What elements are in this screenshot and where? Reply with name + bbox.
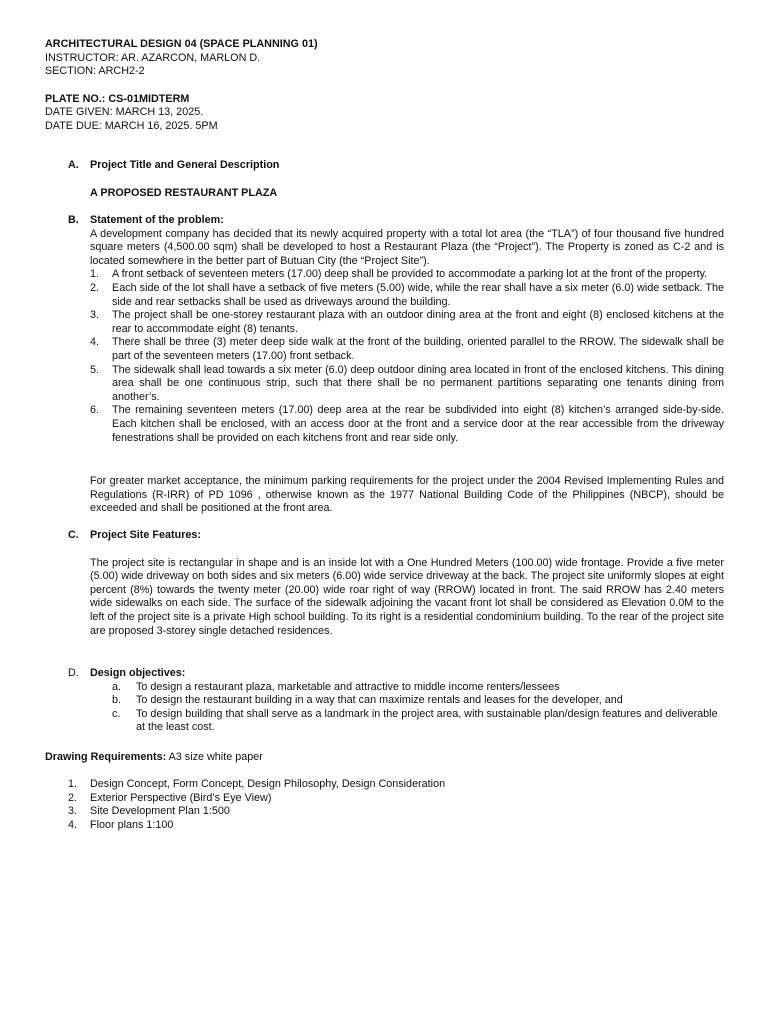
section-a-letter: A. bbox=[68, 159, 79, 171]
list-item: 2. Each side of the lot shall have a setback of five meters (5.00) wide, while the rear shall have a six meter (6.0) wide setback. The side and rear setbacks shall be used as driveways around the building. bbox=[90, 281, 724, 308]
list-item: 5. The sidewalk shall lead towards a six meter (6.0) deep outdoor dining area located in front of the enclosed kitchens. This dining area shall be one continuous strip, such that there shall be no permanent partitions separating one tenants dining from another’s. bbox=[90, 363, 724, 403]
section-b-heading bbox=[68, 214, 724, 228]
list-item: a. To design a restaurant plaza, marketable and attractive to middle income renters/lessees bbox=[112, 680, 560, 693]
list-item: 3. Site Development Plan 1:500 bbox=[68, 805, 230, 818]
list-item: 4. Floor plans 1:100 bbox=[68, 818, 174, 831]
section-d-letter: D. bbox=[68, 667, 79, 679]
section-a-title: Project Title and General Description bbox=[90, 159, 280, 171]
section-d-heading bbox=[68, 667, 724, 681]
section-d bbox=[68, 667, 724, 735]
list-item: b. To design the restaurant building in a way that can maximize rentals and leases for the developer, and bbox=[112, 694, 623, 707]
drawing-requirements-value: A3 size white paper bbox=[166, 751, 263, 763]
section-c-title: Project Site Features: bbox=[90, 529, 202, 541]
section-d-title: Design objectives: bbox=[90, 667, 186, 679]
document-header bbox=[45, 38, 725, 134]
list-item: 1. Design Concept, Form Concept, Design Philosophy, Design Consideration bbox=[68, 778, 446, 790]
site-features-text: The project site is rectangular in shape and is an inside lot with a One Hundred Meters (100.00) wide frontage. Provide a five meter (5.00) wide driveway on both sides and six meters (6.00) wide service driveway at the back. The project site uniformly slopes at eight percent (8%) towards the twenty meter (20.00) wide roar right of way (RROW) located in front. The said RROW has 2.40 meters wide sidewalks on each side. The surface of the sidewalk adjoining the vacant front lot shall be considered as Elevation 0.0M to the left of the project site is a private High school building. To its right is a residential condominium building. To the rear of the project site are proposed 3-storey single detached residences. bbox=[90, 556, 724, 637]
drawing-requirements-label: Drawing Requirements: bbox=[45, 751, 167, 763]
list-item: 3. The project shall be one-storey restaurant plaza with an outdoor dining area at the front and eight (8) enclosed kitchens at the rear to accommodate eight (8) tenants. bbox=[90, 309, 724, 335]
section-a bbox=[68, 159, 724, 200]
course-title: ARCHITECTURAL DESIGN 04 (SPACE PLANNING 01) bbox=[45, 38, 318, 50]
section-a-heading bbox=[68, 159, 724, 173]
closing-paragraph: For greater market acceptance, the minimum parking requirements for the project under the 2004 Revised Implementing Rules and Regulations (R-IRR) of PD 1096 , otherwise known as the 1977 National Building Code of the Philippines (NBCP), should be exceeded and shall be positioned at the front area. bbox=[90, 475, 724, 515]
date-given: DATE GIVEN: MARCH 13, 2025. bbox=[45, 106, 204, 119]
section-b-title: Statement of the problem: bbox=[90, 214, 224, 226]
list-item: 2. Exterior Perspective (Bird’s Eye View) bbox=[68, 791, 272, 804]
list-item: 4. There shall be three (3) meter deep side walk at the front of the building, oriented parallel to the RROW. The sidewalk shall be part of the seventeen meters (17.00) front setback. bbox=[90, 336, 724, 362]
plate-number: PLATE NO.: CS-01MIDTERM bbox=[45, 92, 190, 105]
list-item: c. To design building that shall serve as a landmark in the project area, with sustainable plan/design features and deliverable at the least cost. bbox=[112, 707, 718, 734]
section-b bbox=[68, 214, 724, 445]
list-item: 6. The remaining seventeen meters (17.00) deep area at the rear be subdivided into eight (8) kitchen’s arranged side-by-side. Each kitchen shall be enclosed, with an access door at the front and a service door at the rear accessible from the driveway fenestrations shall be provided on each kitchens front and rear side only. bbox=[90, 404, 724, 444]
instructor-line: INSTRUCTOR: AR. AZARCON, MARLON D. bbox=[45, 51, 261, 64]
drawing-requirements bbox=[45, 751, 725, 765]
section-c-letter: C. bbox=[68, 529, 79, 541]
closing-paragraph-wrap bbox=[68, 475, 724, 516]
list-item: 1. A front setback of seventeen meters (17.00) deep shall be provided to accommodate a parking lot at the front of the property. bbox=[90, 268, 708, 281]
section-line: SECTION: ARCH2-2 bbox=[45, 65, 145, 78]
drawing-list bbox=[68, 778, 724, 832]
objectives-list bbox=[68, 681, 724, 735]
section-c-heading bbox=[68, 529, 724, 543]
problem-intro: A development company has decided that its newly acquired property with a total lot area (the “TLA”) of four thousand five hundred square meters (4,500.00 sqm) shall be developed to host a Restaurant Plaza (the “Project”). The Property is zoned as C-2 and is located somewhere in the better part of Butuan City (the “Project Site”). bbox=[90, 227, 724, 267]
section-c bbox=[68, 529, 724, 638]
section-b-letter: B. bbox=[68, 214, 79, 226]
project-title: A PROPOSED RESTAURANT PLAZA bbox=[90, 186, 278, 199]
date-due: DATE DUE: MARCH 16, 2025. 5PM bbox=[45, 119, 218, 132]
problem-list bbox=[68, 268, 724, 445]
